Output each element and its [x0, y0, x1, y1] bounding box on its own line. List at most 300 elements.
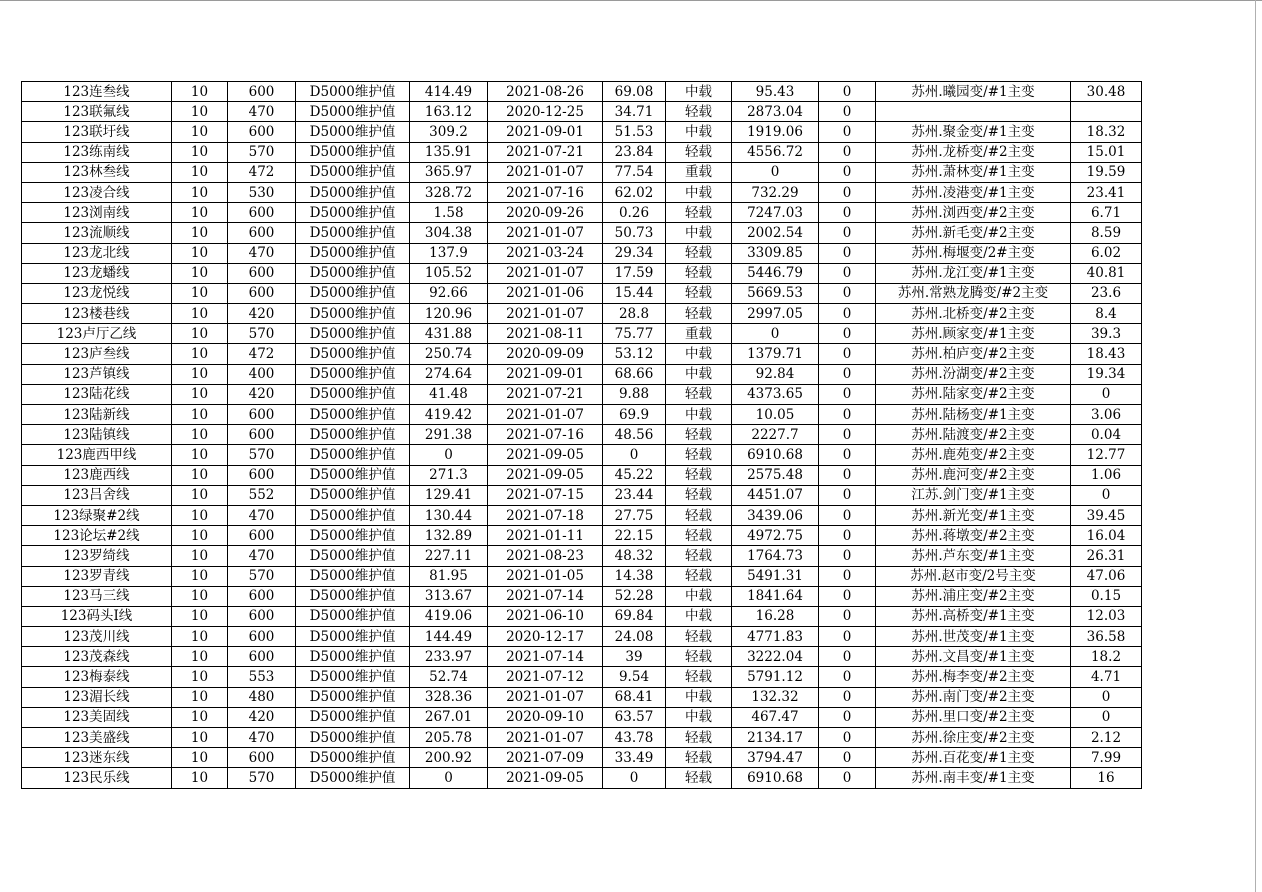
cell-transformer[interactable]: 苏州.浏西变/#2主变 [876, 203, 1071, 223]
cell-capacity[interactable]: 400 [228, 364, 296, 384]
cell-margin[interactable]: 3309.85 [732, 243, 819, 263]
cell-transformer[interactable]: 苏州.芦东变/#1主变 [876, 546, 1071, 566]
cell-load-level[interactable]: 重载 [666, 324, 732, 344]
cell-flag[interactable]: 0 [819, 82, 876, 102]
cell-load-value[interactable]: 130.44 [410, 505, 488, 525]
cell-margin[interactable]: 2873.04 [732, 102, 819, 122]
cell-load-rate[interactable]: 69.08 [603, 82, 666, 102]
cell-line-name[interactable]: 123陆花线 [22, 384, 172, 404]
cell-capacity[interactable]: 600 [228, 748, 296, 768]
cell-load-value[interactable]: 291.38 [410, 425, 488, 445]
cell-load-level[interactable]: 中载 [666, 82, 732, 102]
cell-source[interactable]: D5000维护值 [296, 203, 410, 223]
cell-date[interactable]: 2021-07-09 [488, 748, 603, 768]
cell-margin[interactable]: 3794.47 [732, 748, 819, 768]
cell-voltage[interactable]: 10 [172, 687, 228, 707]
cell-line-name[interactable]: 123民乐线 [22, 768, 172, 788]
cell-transformer[interactable]: 江苏.剑门变/#1主变 [876, 485, 1071, 505]
cell-transformer[interactable]: 苏州.陆杨变/#1主变 [876, 405, 1071, 425]
cell-voltage[interactable]: 10 [172, 122, 228, 142]
cell-flag[interactable]: 0 [819, 748, 876, 768]
cell-load-rate[interactable]: 23.84 [603, 142, 666, 162]
cell-transformer-rate[interactable]: 30.48 [1071, 82, 1142, 102]
cell-load-value[interactable]: 163.12 [410, 102, 488, 122]
cell-load-level[interactable]: 中载 [666, 364, 732, 384]
cell-capacity[interactable]: 600 [228, 263, 296, 283]
cell-date[interactable]: 2021-01-07 [488, 162, 603, 182]
cell-date[interactable]: 2021-03-24 [488, 243, 603, 263]
cell-voltage[interactable]: 10 [172, 505, 228, 525]
cell-load-value[interactable]: 227.11 [410, 546, 488, 566]
cell-load-rate[interactable]: 43.78 [603, 728, 666, 748]
cell-transformer-rate[interactable]: 7.99 [1071, 748, 1142, 768]
cell-transformer-rate[interactable]: 19.59 [1071, 162, 1142, 182]
cell-load-value[interactable]: 304.38 [410, 223, 488, 243]
cell-load-rate[interactable]: 53.12 [603, 344, 666, 364]
cell-date[interactable]: 2021-09-01 [488, 364, 603, 384]
cell-source[interactable]: D5000维护值 [296, 122, 410, 142]
cell-transformer[interactable]: 苏州.萧林变/#1主变 [876, 162, 1071, 182]
cell-load-level[interactable]: 轻载 [666, 102, 732, 122]
cell-transformer[interactable]: 苏州.汾湖变/#2主变 [876, 364, 1071, 384]
cell-capacity[interactable]: 600 [228, 586, 296, 606]
cell-load-value[interactable]: 137.9 [410, 243, 488, 263]
cell-load-rate[interactable]: 23.44 [603, 485, 666, 505]
cell-voltage[interactable]: 10 [172, 425, 228, 445]
cell-flag[interactable]: 0 [819, 647, 876, 667]
cell-transformer[interactable]: 苏州.常熟龙腾变/#2主变 [876, 283, 1071, 303]
cell-transformer-rate[interactable]: 36.58 [1071, 627, 1142, 647]
cell-capacity[interactable]: 470 [228, 102, 296, 122]
cell-transformer-rate[interactable]: 8.59 [1071, 223, 1142, 243]
cell-transformer[interactable]: 苏州.百花变/#1主变 [876, 748, 1071, 768]
cell-date[interactable]: 2020-12-25 [488, 102, 603, 122]
cell-capacity[interactable]: 600 [228, 203, 296, 223]
cell-margin[interactable]: 5446.79 [732, 263, 819, 283]
cell-voltage[interactable]: 10 [172, 768, 228, 788]
cell-voltage[interactable]: 10 [172, 748, 228, 768]
cell-capacity[interactable]: 600 [228, 465, 296, 485]
cell-margin[interactable]: 5669.53 [732, 283, 819, 303]
cell-load-rate[interactable]: 68.41 [603, 687, 666, 707]
cell-load-rate[interactable]: 63.57 [603, 707, 666, 727]
cell-transformer-rate[interactable]: 0.15 [1071, 586, 1142, 606]
cell-load-value[interactable]: 41.48 [410, 384, 488, 404]
cell-flag[interactable]: 0 [819, 667, 876, 687]
cell-margin[interactable]: 95.43 [732, 82, 819, 102]
cell-margin[interactable]: 7247.03 [732, 203, 819, 223]
cell-load-rate[interactable]: 29.34 [603, 243, 666, 263]
cell-load-value[interactable]: 250.74 [410, 344, 488, 364]
cell-date[interactable]: 2021-08-26 [488, 82, 603, 102]
cell-transformer[interactable]: 苏州.柏庐变/#2主变 [876, 344, 1071, 364]
cell-margin[interactable]: 4451.07 [732, 485, 819, 505]
cell-date[interactable]: 2020-09-26 [488, 203, 603, 223]
cell-source[interactable]: D5000维护值 [296, 606, 410, 626]
cell-date[interactable]: 2021-07-14 [488, 647, 603, 667]
cell-flag[interactable]: 0 [819, 162, 876, 182]
cell-voltage[interactable]: 10 [172, 728, 228, 748]
cell-source[interactable]: D5000维护值 [296, 485, 410, 505]
cell-flag[interactable]: 0 [819, 768, 876, 788]
cell-transformer[interactable]: 苏州.聚金变/#1主变 [876, 122, 1071, 142]
cell-capacity[interactable]: 600 [228, 627, 296, 647]
cell-load-level[interactable]: 轻载 [666, 505, 732, 525]
cell-load-value[interactable]: 81.95 [410, 566, 488, 586]
cell-transformer[interactable]: 苏州.梅李变/#2主变 [876, 667, 1071, 687]
cell-load-value[interactable]: 313.67 [410, 586, 488, 606]
cell-flag[interactable]: 0 [819, 263, 876, 283]
cell-load-rate[interactable]: 24.08 [603, 627, 666, 647]
cell-load-rate[interactable]: 0 [603, 445, 666, 465]
cell-load-value[interactable]: 414.49 [410, 82, 488, 102]
cell-margin[interactable]: 2575.48 [732, 465, 819, 485]
cell-voltage[interactable]: 10 [172, 364, 228, 384]
cell-load-value[interactable]: 132.89 [410, 526, 488, 546]
cell-source[interactable]: D5000维护值 [296, 768, 410, 788]
cell-source[interactable]: D5000维护值 [296, 82, 410, 102]
cell-load-value[interactable]: 129.41 [410, 485, 488, 505]
cell-source[interactable]: D5000维护值 [296, 405, 410, 425]
cell-line-name[interactable]: 123码头I线 [22, 606, 172, 626]
cell-date[interactable]: 2021-01-07 [488, 728, 603, 748]
cell-flag[interactable]: 0 [819, 324, 876, 344]
cell-margin[interactable]: 4972.75 [732, 526, 819, 546]
cell-flag[interactable]: 0 [819, 243, 876, 263]
cell-line-name[interactable]: 123美盛线 [22, 728, 172, 748]
cell-source[interactable]: D5000维护值 [296, 627, 410, 647]
cell-margin[interactable]: 6910.68 [732, 768, 819, 788]
cell-transformer[interactable]: 苏州.南丰变/#1主变 [876, 768, 1071, 788]
cell-transformer-rate[interactable]: 16.04 [1071, 526, 1142, 546]
cell-capacity[interactable]: 600 [228, 526, 296, 546]
cell-load-level[interactable]: 中载 [666, 707, 732, 727]
cell-flag[interactable]: 0 [819, 445, 876, 465]
cell-source[interactable]: D5000维护值 [296, 344, 410, 364]
cell-transformer[interactable]: 苏州.文昌变/#1主变 [876, 647, 1071, 667]
cell-load-value[interactable]: 267.01 [410, 707, 488, 727]
cell-source[interactable]: D5000维护值 [296, 223, 410, 243]
cell-transformer[interactable]: 苏州.世茂变/#1主变 [876, 627, 1071, 647]
cell-flag[interactable]: 0 [819, 627, 876, 647]
cell-margin[interactable]: 2134.17 [732, 728, 819, 748]
cell-load-value[interactable]: 365.97 [410, 162, 488, 182]
cell-source[interactable]: D5000维护值 [296, 425, 410, 445]
cell-source[interactable]: D5000维护值 [296, 505, 410, 525]
cell-load-rate[interactable]: 17.59 [603, 263, 666, 283]
cell-source[interactable]: D5000维护值 [296, 102, 410, 122]
cell-margin[interactable]: 3222.04 [732, 647, 819, 667]
cell-capacity[interactable]: 570 [228, 445, 296, 465]
cell-margin[interactable]: 4556.72 [732, 142, 819, 162]
cell-transformer-rate[interactable]: 12.03 [1071, 606, 1142, 626]
cell-transformer[interactable]: 苏州.浦庄变/#2主变 [876, 586, 1071, 606]
cell-transformer-rate[interactable]: 15.01 [1071, 142, 1142, 162]
cell-transformer-rate[interactable]: 18.2 [1071, 647, 1142, 667]
cell-source[interactable]: D5000维护值 [296, 728, 410, 748]
cell-date[interactable]: 2021-07-21 [488, 384, 603, 404]
cell-source[interactable]: D5000维护值 [296, 304, 410, 324]
cell-flag[interactable]: 0 [819, 687, 876, 707]
cell-transformer-rate[interactable]: 18.43 [1071, 344, 1142, 364]
cell-load-level[interactable]: 重载 [666, 162, 732, 182]
cell-flag[interactable]: 0 [819, 182, 876, 202]
cell-load-level[interactable]: 轻载 [666, 566, 732, 586]
cell-voltage[interactable]: 10 [172, 586, 228, 606]
cell-transformer[interactable]: 苏州.陆家变/#2主变 [876, 384, 1071, 404]
cell-load-level[interactable]: 轻载 [666, 485, 732, 505]
cell-voltage[interactable]: 10 [172, 445, 228, 465]
cell-capacity[interactable]: 480 [228, 687, 296, 707]
cell-line-name[interactable]: 123梅泰线 [22, 667, 172, 687]
cell-load-rate[interactable]: 0 [603, 768, 666, 788]
cell-margin[interactable]: 2997.05 [732, 304, 819, 324]
cell-source[interactable]: D5000维护值 [296, 283, 410, 303]
cell-line-name[interactable]: 123芦镇线 [22, 364, 172, 384]
cell-capacity[interactable]: 552 [228, 485, 296, 505]
cell-load-rate[interactable]: 14.38 [603, 566, 666, 586]
cell-flag[interactable]: 0 [819, 223, 876, 243]
cell-transformer-rate[interactable]: 1.06 [1071, 465, 1142, 485]
cell-capacity[interactable]: 600 [228, 425, 296, 445]
cell-load-value[interactable]: 0 [410, 445, 488, 465]
cell-date[interactable]: 2021-09-05 [488, 465, 603, 485]
cell-transformer[interactable] [876, 102, 1071, 122]
cell-source[interactable]: D5000维护值 [296, 162, 410, 182]
cell-transformer[interactable]: 苏州.陆渡变/#2主变 [876, 425, 1071, 445]
cell-load-rate[interactable]: 48.56 [603, 425, 666, 445]
cell-date[interactable]: 2021-09-01 [488, 122, 603, 142]
cell-margin[interactable]: 2227.7 [732, 425, 819, 445]
cell-line-name[interactable]: 123龙悦线 [22, 283, 172, 303]
cell-margin[interactable]: 2002.54 [732, 223, 819, 243]
cell-line-name[interactable]: 123湄长线 [22, 687, 172, 707]
cell-margin[interactable]: 132.32 [732, 687, 819, 707]
cell-transformer[interactable]: 苏州.曦园变/#1主变 [876, 82, 1071, 102]
cell-date[interactable]: 2021-07-18 [488, 505, 603, 525]
cell-flag[interactable]: 0 [819, 344, 876, 364]
cell-source[interactable]: D5000维护值 [296, 647, 410, 667]
cell-load-level[interactable]: 中载 [666, 344, 732, 364]
cell-date[interactable]: 2021-09-05 [488, 768, 603, 788]
cell-line-name[interactable]: 123绿聚#2线 [22, 505, 172, 525]
cell-line-name[interactable]: 123论坛#2线 [22, 526, 172, 546]
cell-line-name[interactable]: 123练南线 [22, 142, 172, 162]
cell-line-name[interactable]: 123陆新线 [22, 405, 172, 425]
cell-load-rate[interactable]: 22.15 [603, 526, 666, 546]
cell-source[interactable]: D5000维护值 [296, 142, 410, 162]
cell-margin[interactable]: 5491.31 [732, 566, 819, 586]
cell-voltage[interactable]: 10 [172, 243, 228, 263]
cell-date[interactable]: 2020-09-10 [488, 707, 603, 727]
cell-transformer-rate[interactable]: 18.32 [1071, 122, 1142, 142]
cell-margin[interactable]: 1379.71 [732, 344, 819, 364]
cell-load-level[interactable]: 轻载 [666, 263, 732, 283]
cell-margin[interactable]: 3439.06 [732, 505, 819, 525]
cell-load-level[interactable]: 轻载 [666, 465, 732, 485]
cell-load-rate[interactable]: 33.49 [603, 748, 666, 768]
cell-voltage[interactable]: 10 [172, 485, 228, 505]
cell-load-value[interactable]: 120.96 [410, 304, 488, 324]
cell-source[interactable]: D5000维护值 [296, 182, 410, 202]
cell-transformer-rate[interactable]: 23.41 [1071, 182, 1142, 202]
cell-line-name[interactable]: 123联氟线 [22, 102, 172, 122]
cell-load-rate[interactable]: 68.66 [603, 364, 666, 384]
cell-load-level[interactable]: 轻载 [666, 546, 732, 566]
cell-capacity[interactable]: 472 [228, 344, 296, 364]
cell-transformer-rate[interactable]: 0.04 [1071, 425, 1142, 445]
cell-capacity[interactable]: 470 [228, 728, 296, 748]
cell-line-name[interactable]: 123龙北线 [22, 243, 172, 263]
cell-transformer-rate[interactable]: 40.81 [1071, 263, 1142, 283]
cell-source[interactable]: D5000维护值 [296, 445, 410, 465]
cell-date[interactable]: 2021-08-11 [488, 324, 603, 344]
cell-load-rate[interactable]: 50.73 [603, 223, 666, 243]
cell-capacity[interactable]: 420 [228, 707, 296, 727]
cell-flag[interactable]: 0 [819, 707, 876, 727]
cell-load-level[interactable]: 轻载 [666, 304, 732, 324]
cell-date[interactable]: 2021-01-07 [488, 304, 603, 324]
cell-voltage[interactable]: 10 [172, 223, 228, 243]
cell-margin[interactable]: 1764.73 [732, 546, 819, 566]
cell-date[interactable]: 2021-07-15 [488, 485, 603, 505]
cell-voltage[interactable]: 10 [172, 283, 228, 303]
cell-source[interactable]: D5000维护值 [296, 748, 410, 768]
cell-margin[interactable]: 467.47 [732, 707, 819, 727]
cell-load-level[interactable]: 轻载 [666, 667, 732, 687]
cell-load-rate[interactable]: 39 [603, 647, 666, 667]
cell-capacity[interactable]: 420 [228, 384, 296, 404]
cell-date[interactable]: 2021-09-05 [488, 445, 603, 465]
cell-transformer-rate[interactable]: 16 [1071, 768, 1142, 788]
cell-load-rate[interactable]: 28.8 [603, 304, 666, 324]
cell-source[interactable]: D5000维护值 [296, 384, 410, 404]
cell-margin[interactable]: 732.29 [732, 182, 819, 202]
cell-flag[interactable]: 0 [819, 586, 876, 606]
cell-flag[interactable]: 0 [819, 384, 876, 404]
cell-flag[interactable]: 0 [819, 606, 876, 626]
cell-load-rate[interactable]: 75.77 [603, 324, 666, 344]
cell-load-rate[interactable]: 51.53 [603, 122, 666, 142]
cell-transformer-rate[interactable]: 0 [1071, 384, 1142, 404]
cell-transformer-rate[interactable]: 39.45 [1071, 505, 1142, 525]
cell-transformer[interactable]: 苏州.龙桥变/#2主变 [876, 142, 1071, 162]
cell-capacity[interactable]: 570 [228, 768, 296, 788]
cell-load-value[interactable]: 0 [410, 768, 488, 788]
cell-transformer[interactable]: 苏州.南门变/#2主变 [876, 687, 1071, 707]
cell-voltage[interactable]: 10 [172, 304, 228, 324]
cell-flag[interactable]: 0 [819, 142, 876, 162]
cell-voltage[interactable]: 10 [172, 263, 228, 283]
cell-date[interactable]: 2021-01-07 [488, 263, 603, 283]
cell-voltage[interactable]: 10 [172, 627, 228, 647]
cell-transformer-rate[interactable]: 0 [1071, 485, 1142, 505]
cell-load-level[interactable]: 轻载 [666, 243, 732, 263]
cell-line-name[interactable]: 123罗青线 [22, 566, 172, 586]
cell-transformer[interactable]: 苏州.梅堰变/2#主变 [876, 243, 1071, 263]
cell-transformer[interactable]: 苏州.龙江变/#1主变 [876, 263, 1071, 283]
cell-source[interactable]: D5000维护值 [296, 526, 410, 546]
cell-transformer-rate[interactable]: 26.31 [1071, 546, 1142, 566]
cell-load-level[interactable]: 中载 [666, 182, 732, 202]
cell-load-level[interactable]: 中载 [666, 586, 732, 606]
cell-capacity[interactable]: 600 [228, 405, 296, 425]
cell-voltage[interactable]: 10 [172, 465, 228, 485]
cell-margin[interactable]: 16.28 [732, 606, 819, 626]
cell-date[interactable]: 2021-08-23 [488, 546, 603, 566]
cell-margin[interactable]: 10.05 [732, 405, 819, 425]
cell-margin[interactable]: 6910.68 [732, 445, 819, 465]
cell-capacity[interactable]: 600 [228, 82, 296, 102]
cell-line-name[interactable]: 123鹿西线 [22, 465, 172, 485]
cell-voltage[interactable]: 10 [172, 546, 228, 566]
cell-load-level[interactable]: 轻载 [666, 142, 732, 162]
cell-voltage[interactable]: 10 [172, 162, 228, 182]
cell-load-value[interactable]: 92.66 [410, 283, 488, 303]
cell-voltage[interactable]: 10 [172, 647, 228, 667]
cell-load-rate[interactable]: 69.84 [603, 606, 666, 626]
cell-load-rate[interactable]: 52.28 [603, 586, 666, 606]
cell-load-level[interactable]: 轻载 [666, 748, 732, 768]
cell-transformer-rate[interactable]: 47.06 [1071, 566, 1142, 586]
cell-line-name[interactable]: 123罗绮线 [22, 546, 172, 566]
cell-capacity[interactable]: 472 [228, 162, 296, 182]
cell-transformer[interactable]: 苏州.鹿河变/#2主变 [876, 465, 1071, 485]
cell-flag[interactable]: 0 [819, 505, 876, 525]
cell-transformer-rate[interactable]: 19.34 [1071, 364, 1142, 384]
cell-date[interactable]: 2021-01-07 [488, 223, 603, 243]
cell-flag[interactable]: 0 [819, 304, 876, 324]
cell-load-rate[interactable]: 9.54 [603, 667, 666, 687]
cell-load-rate[interactable]: 27.75 [603, 505, 666, 525]
cell-margin[interactable]: 5791.12 [732, 667, 819, 687]
cell-source[interactable]: D5000维护值 [296, 465, 410, 485]
cell-load-rate[interactable]: 62.02 [603, 182, 666, 202]
cell-source[interactable]: D5000维护值 [296, 263, 410, 283]
cell-transformer[interactable]: 苏州.蒋墩变/#2主变 [876, 526, 1071, 546]
cell-voltage[interactable]: 10 [172, 707, 228, 727]
cell-date[interactable]: 2021-01-11 [488, 526, 603, 546]
cell-date[interactable]: 2021-06-10 [488, 606, 603, 626]
cell-load-level[interactable]: 中载 [666, 687, 732, 707]
cell-voltage[interactable]: 10 [172, 566, 228, 586]
cell-source[interactable]: D5000维护值 [296, 687, 410, 707]
cell-capacity[interactable]: 600 [228, 223, 296, 243]
cell-source[interactable]: D5000维护值 [296, 364, 410, 384]
cell-line-name[interactable]: 123流顺线 [22, 223, 172, 243]
cell-load-value[interactable]: 309.2 [410, 122, 488, 142]
cell-line-name[interactable]: 123浏南线 [22, 203, 172, 223]
cell-capacity[interactable]: 600 [228, 283, 296, 303]
cell-transformer[interactable]: 苏州.顾家变/#1主变 [876, 324, 1071, 344]
cell-line-name[interactable]: 123美固线 [22, 707, 172, 727]
cell-load-level[interactable]: 轻载 [666, 768, 732, 788]
cell-load-rate[interactable]: 15.44 [603, 283, 666, 303]
cell-line-name[interactable]: 123林叁线 [22, 162, 172, 182]
cell-capacity[interactable]: 570 [228, 324, 296, 344]
cell-load-level[interactable]: 轻载 [666, 283, 732, 303]
cell-load-value[interactable]: 135.91 [410, 142, 488, 162]
cell-load-value[interactable]: 328.36 [410, 687, 488, 707]
cell-date[interactable]: 2021-07-12 [488, 667, 603, 687]
cell-transformer[interactable]: 苏州.新光变/#1主变 [876, 505, 1071, 525]
cell-source[interactable]: D5000维护值 [296, 324, 410, 344]
cell-load-level[interactable]: 中载 [666, 223, 732, 243]
cell-capacity[interactable]: 570 [228, 566, 296, 586]
cell-load-value[interactable]: 328.72 [410, 182, 488, 202]
cell-capacity[interactable]: 530 [228, 182, 296, 202]
cell-voltage[interactable]: 10 [172, 82, 228, 102]
